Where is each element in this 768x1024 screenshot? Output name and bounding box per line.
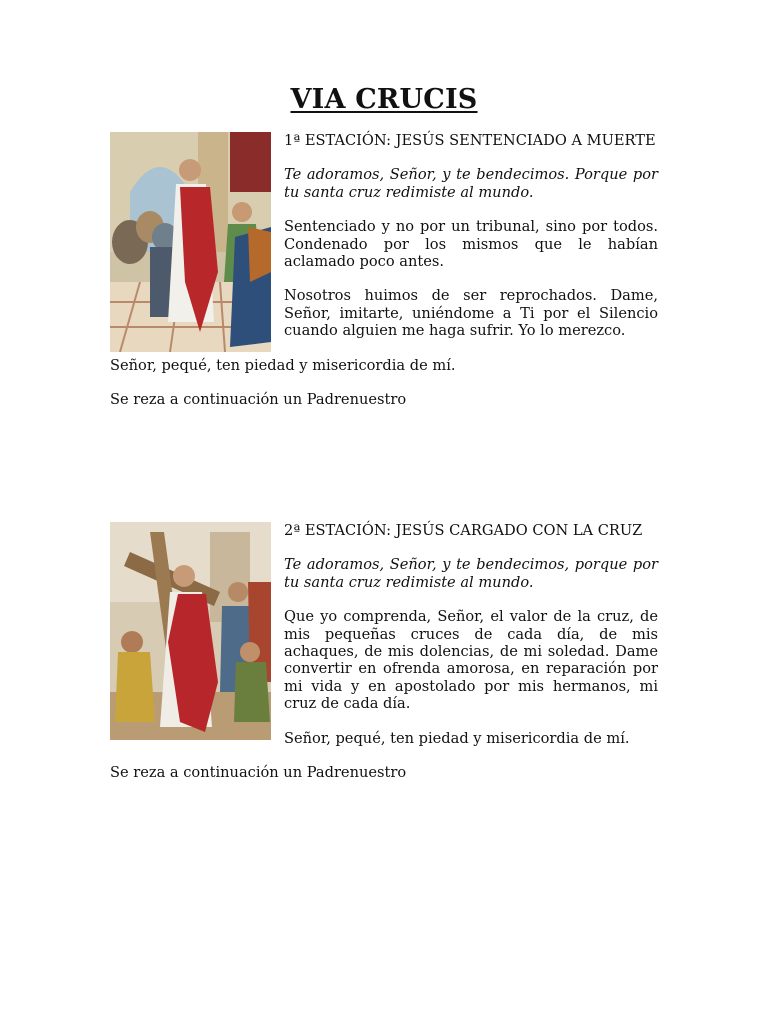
page-title: VIA CRUCIS bbox=[290, 84, 478, 115]
station-1-prayer: Te adoramos, Señor, y te bendecimos. Porque por tu santa cruz redimiste al mundo. bbox=[284, 166, 658, 201]
station-2-paragraph-1: Que yo comprenda, Señor, el valor de la cruz, de mis pequeñas cruces de cada día, de mis achaques, de mis dolencias, de mi soledad. Dame convertir en ofrenda amorosa, en reparación por mi vida y en apostolado por mis hermanos, mi cruz de cada día. bbox=[284, 608, 658, 713]
station-2-heading: 2ª ESTACIÓN: JESÚS CARGADO CON LA CRUZ bbox=[284, 522, 643, 539]
station-1-heading: 1ª ESTACIÓN: JESÚS SENTENCIADO A MUERTE bbox=[284, 132, 656, 149]
station-2-padrenuestro: Se reza a continuación un Padrenuestro bbox=[110, 764, 407, 782]
station-1-closing: Señor, pequé, ten piedad y misericordia de mí. bbox=[110, 356, 456, 374]
station-1-padrenuestro: Se reza a continuación un Padrenuestro bbox=[110, 391, 407, 409]
jesus-sentenced-painting-icon bbox=[110, 132, 271, 352]
station-1 bbox=[110, 132, 658, 425]
station-2-closing: Señor, pequé, ten piedad y misericordia de mí. bbox=[284, 729, 630, 747]
station-1-paragraph-2: Nosotros huimos de ser reprochados. Dame, Señor, imitarte, uniéndome a Ti por el Silencio cuando alguien me haga sufrir. Yo lo merezco. bbox=[284, 287, 658, 340]
station-1-paragraph-1: Sentenciado y no por un tribunal, sino por todos. Condenado por los mismos que le habían aclamado poco antes. bbox=[284, 218, 658, 271]
station-2 bbox=[110, 522, 658, 798]
station-2-prayer: Te adoramos, Señor, y te bendecimos, porque por tu santa cruz redimiste al mundo. bbox=[284, 556, 658, 591]
jesus-carrying-cross-painting-icon bbox=[110, 522, 271, 740]
